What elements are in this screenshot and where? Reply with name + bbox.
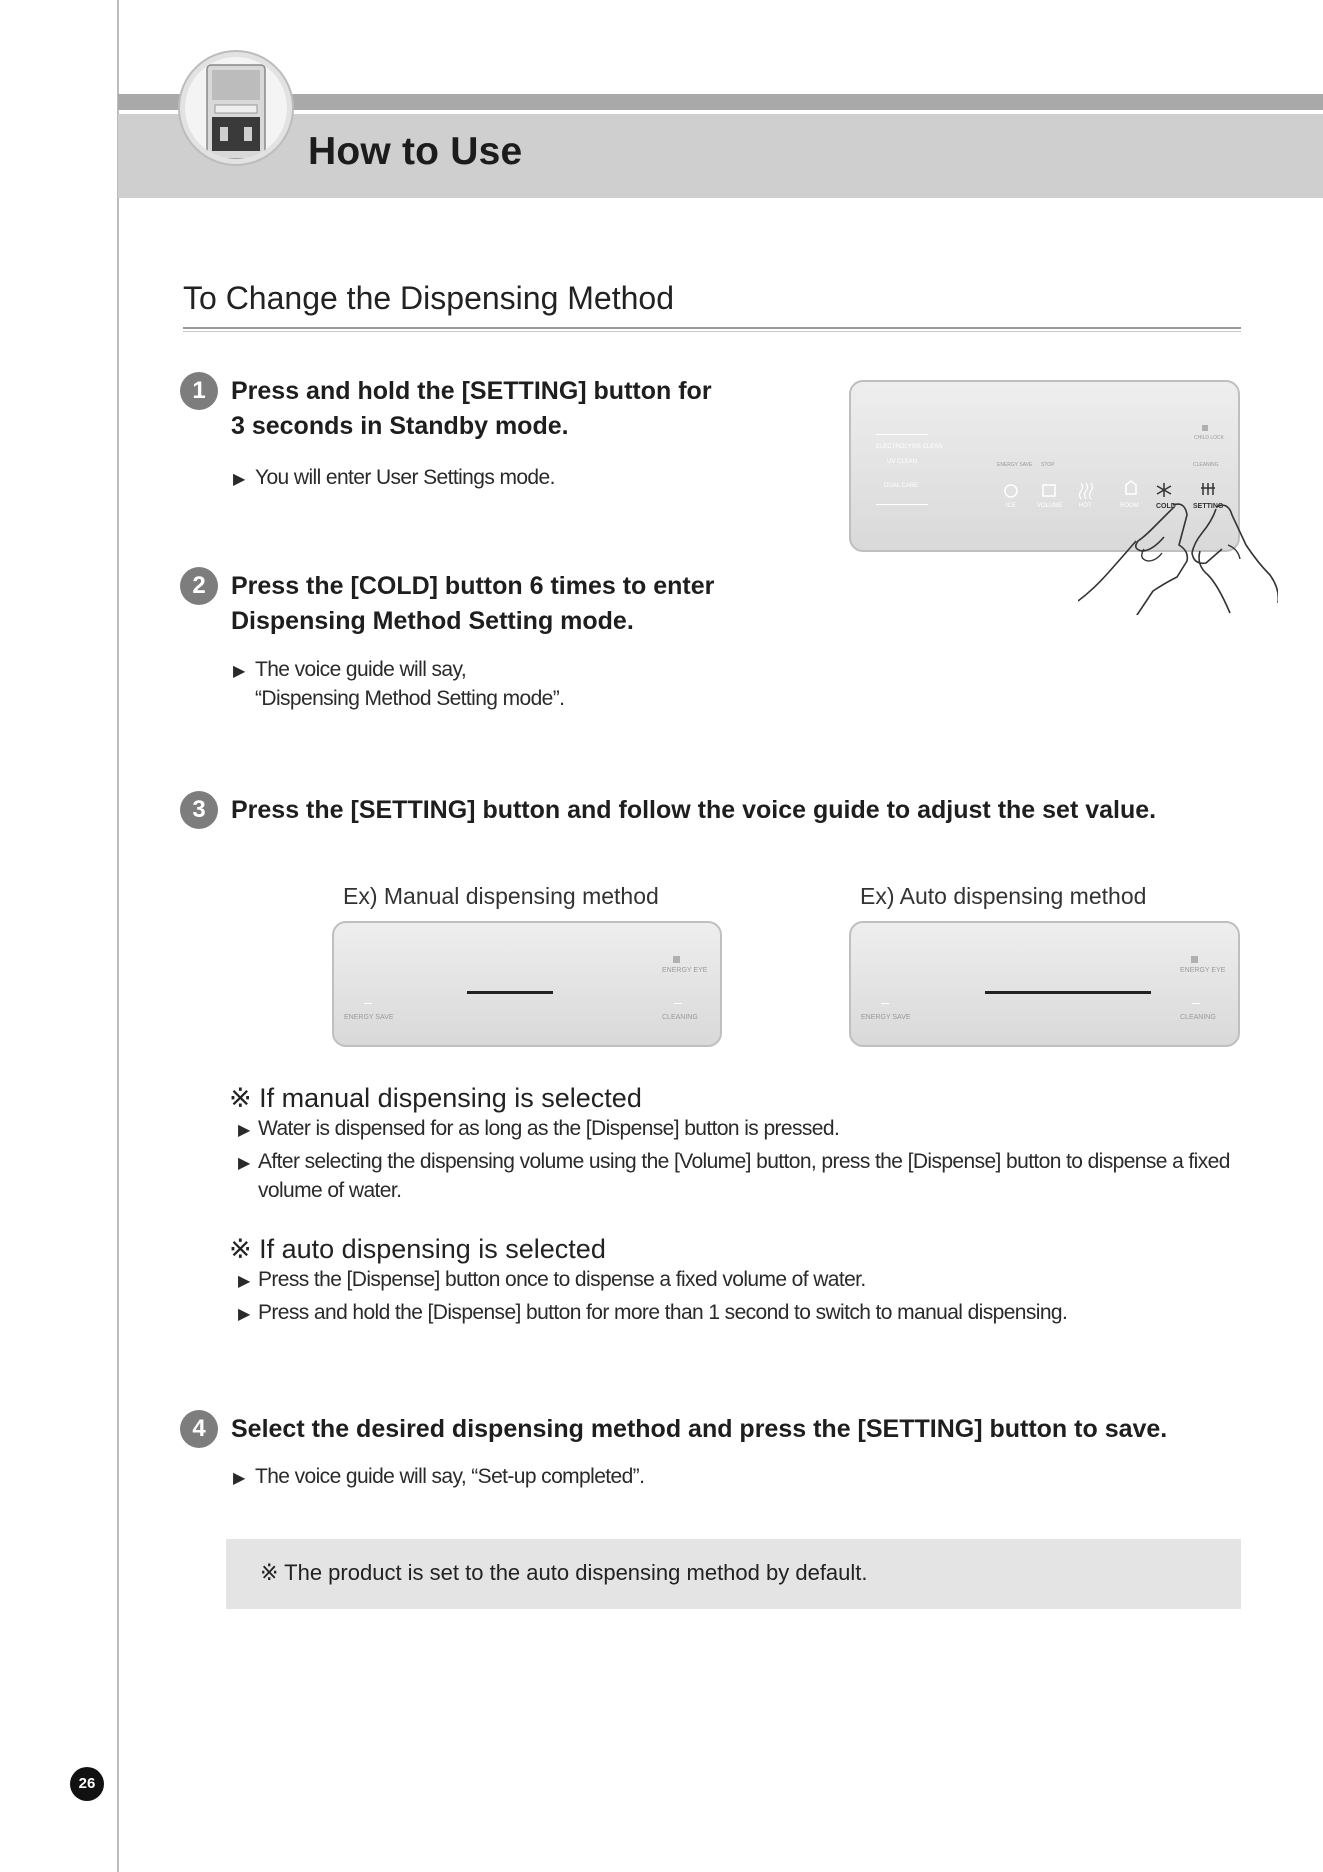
step-1-title-line1: Press and hold the [SETTING] button for xyxy=(231,377,712,405)
step-3-title: Press the [SETTING] button and follow the voice guide to adjust the set value. xyxy=(231,796,1157,824)
auto-display-dash xyxy=(985,991,1151,994)
panel-label-dualcare: DUAL CARE xyxy=(884,483,919,489)
step-2-bullet: ▶ The voice guide will say, “Dispensing Method Setting mode”. xyxy=(233,658,565,710)
step-3-number: 3 xyxy=(180,791,218,829)
example-manual-energy-save: ENERGY SAVE xyxy=(344,1014,394,1021)
example-auto-panel xyxy=(849,921,1240,1047)
header-band xyxy=(118,114,1323,198)
step-2-title-line2: Dispensing Method Setting mode. xyxy=(231,607,634,635)
example-auto-label: Ex) Auto dispensing method xyxy=(860,883,1147,909)
auto-note-bullet-2: ▶ Press and hold the [Dispense] button for more than 1 second to switch to manual dispensing. xyxy=(238,1298,1067,1329)
manual-display-dash xyxy=(467,991,553,994)
panel-label-stop: STOP xyxy=(1041,462,1055,468)
panel-button-cold: COLD xyxy=(1156,503,1176,510)
header-stripe xyxy=(118,94,1323,110)
margin-line xyxy=(117,0,119,1872)
manual-note-bullet-1: ▶ Water is dispensed for as long as the [Dispense] button is pressed. xyxy=(238,1114,839,1145)
panel-button-room: ROOM xyxy=(1120,503,1139,509)
indicator-light xyxy=(673,956,680,963)
manual-note-title: ※ If manual dispensing is selected xyxy=(229,1083,642,1113)
auto-note-title: ※ If auto dispensing is selected xyxy=(229,1234,606,1264)
panel-label-cleaning: CLEANING xyxy=(1193,462,1219,468)
step-2-number: 2 xyxy=(180,567,218,605)
triangle-bullet-icon: ▶ xyxy=(238,1273,250,1290)
manual-note-bullet-2: ▶ After selecting the dispensing volume using the [Volume] button, press the [Dispense] button to dispense a fixed xyxy=(238,1147,1230,1178)
panel-label-electrolysis: ELECTROLYSIS CLEAN xyxy=(876,444,943,450)
section-title: To Change the Dispensing Method xyxy=(183,280,674,316)
manual-note-bullet-2-cont: volume of water. xyxy=(258,1179,402,1202)
triangle-bullet-icon: ▶ xyxy=(238,1155,250,1172)
example-manual-energy-eye: ENERGY EYE xyxy=(662,967,708,974)
triangle-bullet-icon: ▶ xyxy=(238,1306,250,1323)
step-1-number: 1 xyxy=(180,372,218,410)
step-1-title xyxy=(231,374,712,444)
step-2-title-line1: Press the [COLD] button 6 times to enter xyxy=(231,572,715,600)
example-manual-panel xyxy=(332,921,722,1047)
panel-label-energy-save: ENERGY SAVE xyxy=(997,462,1033,468)
triangle-bullet-icon: ▶ xyxy=(233,1470,245,1487)
page-number: 26 xyxy=(70,1767,104,1801)
triangle-bullet-icon: ▶ xyxy=(238,1122,250,1139)
product-thumbnail xyxy=(180,52,292,164)
default-note-text: ※ The product is set to the auto dispensing method by default. xyxy=(260,1560,868,1585)
step-1-bullet: ▶ You will enter User Settings mode. xyxy=(233,464,555,493)
panel-label-uv: UV CLEAN xyxy=(887,459,918,465)
pressing-hands-icon xyxy=(1078,485,1278,615)
step-4-number: 4 xyxy=(180,1410,218,1448)
page-title: How to Use xyxy=(308,130,523,173)
panel-button-setting: SETTING xyxy=(1193,503,1224,510)
triangle-bullet-icon: ▶ xyxy=(233,471,245,488)
example-auto-energy-eye: ENERGY EYE xyxy=(1180,967,1226,974)
section-rule xyxy=(183,327,1241,329)
example-manual-label: Ex) Manual dispensing method xyxy=(343,883,659,909)
step-2-title xyxy=(231,569,714,639)
panel-label-child-lock: CHILD LOCK xyxy=(1194,435,1225,441)
example-auto-energy-save: ENERGY SAVE xyxy=(861,1014,911,1021)
indicator-light xyxy=(1191,956,1198,963)
panel-button-ice: ICE xyxy=(1006,503,1017,509)
panel-button-hot: HOT xyxy=(1079,503,1092,509)
triangle-bullet-icon: ▶ xyxy=(233,663,245,680)
auto-note-bullet-1: ▶ Press the [Dispense] button once to dispense a fixed volume of water. xyxy=(238,1265,866,1296)
step-1-title-line2: 3 seconds in Standby mode. xyxy=(231,412,569,440)
step-4-bullet: ▶ The voice guide will say, “Set-up completed”. xyxy=(233,1463,644,1492)
example-auto-cleaning: CLEANING xyxy=(1180,1014,1216,1021)
example-manual-cleaning: CLEANING xyxy=(662,1014,698,1021)
step-4-title: Select the desired dispensing method and press the [SETTING] button to save. xyxy=(231,1415,1168,1443)
panel-button-volume: VOLUME xyxy=(1037,503,1063,509)
section-rule-thin xyxy=(183,331,1241,332)
